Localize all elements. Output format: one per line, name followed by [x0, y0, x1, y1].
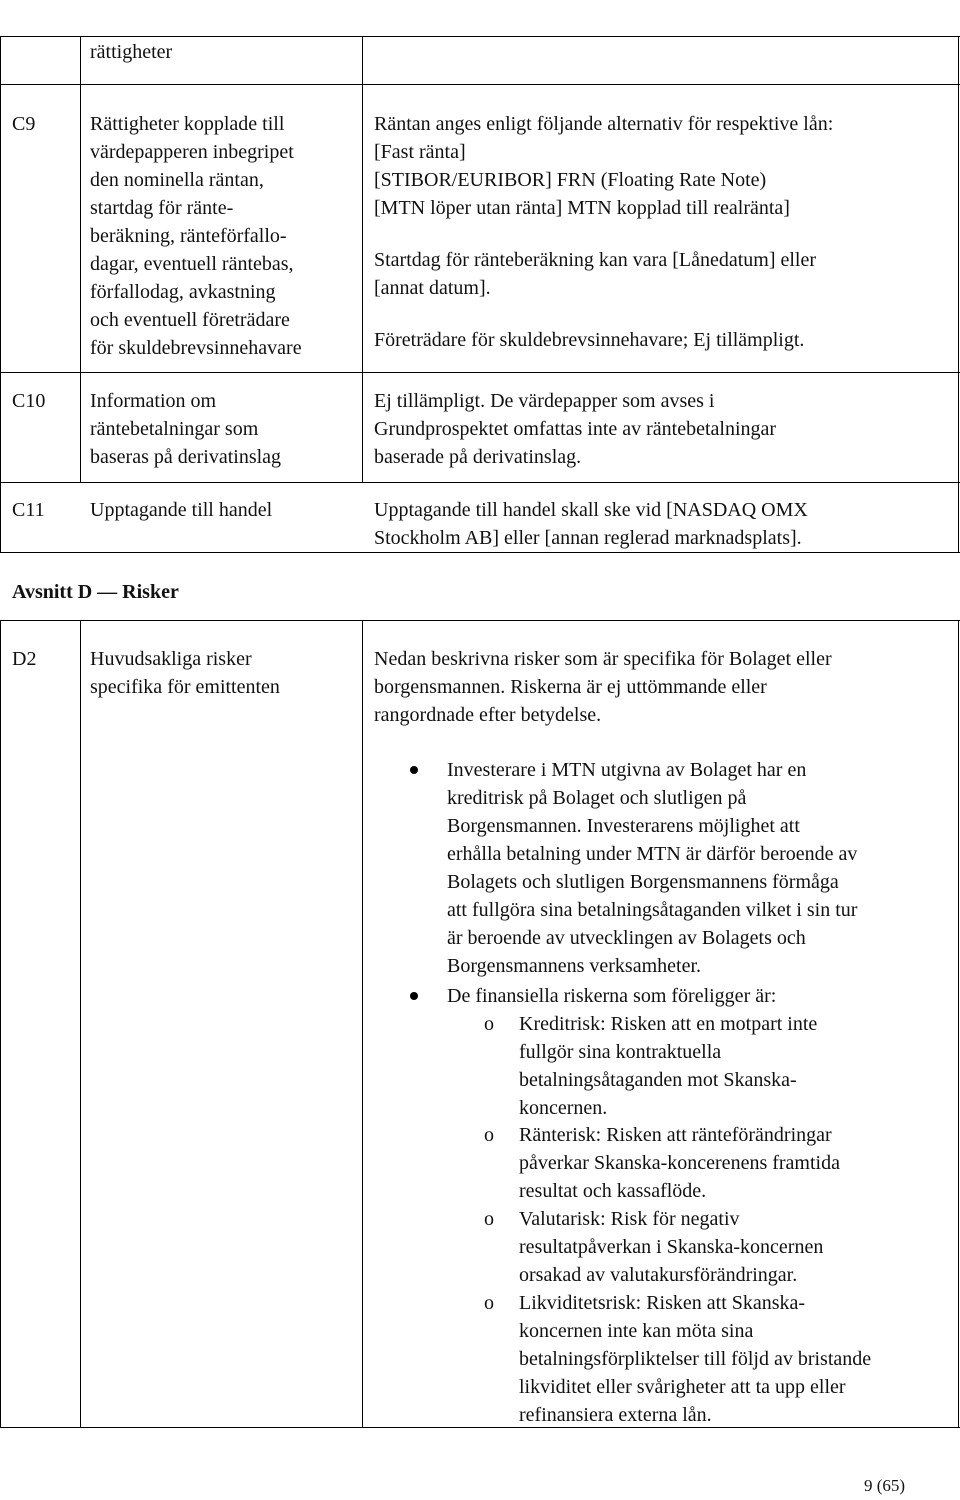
label-line: räntebetalningar som	[90, 418, 259, 440]
row-id-c11: C11	[12, 499, 45, 521]
sub-bullet-icon: o	[484, 1292, 494, 1314]
sub-line: resultat och kassaflöde.	[519, 1180, 707, 1202]
row-id-c10: C10	[12, 390, 46, 412]
table-right-border	[958, 36, 959, 553]
row-id-d2: D2	[12, 648, 37, 670]
content-line: baserade på derivatinslag.	[374, 446, 582, 468]
bullet-icon	[410, 766, 418, 774]
content-line: [Fast ränta]	[374, 141, 466, 163]
bullet-line: De finansiella riskerna som föreligger är:	[447, 985, 777, 1007]
label-line: Huvudsakliga risker	[90, 648, 252, 670]
sub-line: koncernen inte kan möta sina	[519, 1320, 754, 1342]
sub-line: Likviditetsrisk: Risken att Skanska-	[519, 1292, 806, 1314]
row-divider	[0, 84, 960, 85]
content-line: Upptagande till handel skall ske vid [NASDAQ OMX	[374, 499, 808, 521]
sub-line: resultatpåverkan i Skanska-koncernen	[519, 1236, 824, 1258]
sub-bullet-icon: o	[484, 1208, 494, 1230]
table-left-border	[0, 36, 1, 553]
bullet-line: kreditrisk på Bolaget och slutligen på	[447, 787, 747, 809]
content-line: Ej tillämpligt. De värdepapper som avses i	[374, 390, 715, 412]
table-top-border	[0, 36, 960, 37]
content-line: rangordnade efter betydelse.	[374, 704, 602, 726]
content-line: [annat datum].	[374, 277, 491, 299]
bullet-icon	[410, 992, 418, 1000]
label-line: dagar, eventuell räntebas,	[90, 253, 294, 275]
label-line: beräkning, ränteförfallo-	[90, 225, 287, 247]
table-right-border	[958, 620, 959, 1428]
content-line: Företrädare för skuldebrevsinnehavare; Ej tillämpligt.	[374, 329, 805, 351]
bullet-line: Borgensmannens verksamheter.	[447, 955, 702, 977]
sub-bullet-icon: o	[484, 1124, 494, 1146]
bullet-line: Borgensmannen. Investerarens möjlighet att	[447, 815, 800, 837]
label-line: specifika för emittenten	[90, 676, 280, 698]
table-bottom-border	[0, 1427, 960, 1428]
label-line: och eventuell företrädare	[90, 309, 290, 331]
sub-line: Valutarisk: Risk för negativ	[519, 1208, 740, 1230]
bullet-line: erhålla betalning under MTN är därför beroende av	[447, 843, 858, 865]
sub-line: koncernen.	[519, 1097, 608, 1119]
column-divider	[80, 36, 81, 482]
row-divider	[0, 482, 960, 483]
table-left-border	[0, 620, 1, 1428]
row-divider	[0, 372, 960, 373]
sub-bullet-icon: o	[484, 1013, 494, 1035]
sub-line: påverkar Skanska-koncerenens framtida	[519, 1152, 840, 1174]
label-line: Information om	[90, 390, 217, 412]
content-line: Räntan anges enligt följande alternativ för respektive lån:	[374, 113, 834, 135]
label-line: förfallodag, avkastning	[90, 281, 276, 303]
label-line: Rättigheter kopplade till	[90, 113, 285, 135]
label-line: startdag för ränte-	[90, 197, 234, 219]
table-top-border	[0, 620, 960, 621]
label-line: den nominella räntan,	[90, 169, 264, 191]
c11-label: Upptagande till handel	[90, 499, 273, 521]
sub-line: betalningsåtaganden mot Skanska-	[519, 1069, 797, 1091]
row-id-c9: C9	[12, 113, 36, 135]
sub-line: refinansiera externa lån.	[519, 1404, 712, 1426]
row-divider	[0, 552, 960, 553]
bullet-line: är beroende av utvecklingen av Bolagets och	[447, 927, 806, 949]
content-line: [MTN löper utan ränta] MTN kopplad till realränta]	[374, 197, 790, 219]
page-number: 9 (65)	[864, 1476, 906, 1495]
section-heading: Avsnitt D — Risker	[12, 581, 179, 603]
content-line: Nedan beskrivna risker som är specifika för Bolaget eller	[374, 648, 832, 670]
content-line: borgensmannen. Riskerna är ej uttömmande eller	[374, 676, 767, 698]
label-line: för skuldebrevsinnehavare	[90, 337, 302, 359]
content-line: [STIBOR/EURIBOR] FRN (Floating Rate Note)	[374, 169, 767, 191]
content-line: Stockholm AB] eller [annan reglerad marknadsplats].	[374, 527, 802, 549]
column-divider	[362, 620, 363, 1428]
column-divider	[80, 620, 81, 1428]
label-line: värdepapperen inbegripet	[90, 141, 294, 163]
bullet-line: Bolagets och slutligen Borgensmannens förmåga	[447, 871, 839, 893]
sub-line: fullgör sina kontraktuella	[519, 1041, 722, 1063]
row-label-continued: rättigheter	[90, 41, 173, 63]
sub-line: betalningsförpliktelser till följd av bristande	[519, 1348, 872, 1370]
sub-line: Ränterisk: Risken att ränteförändringar	[519, 1124, 832, 1146]
sub-line: orsakad av valutakursförändringar.	[519, 1264, 798, 1286]
sub-line: Kreditrisk: Risken att en motpart inte	[519, 1013, 818, 1035]
bullet-line: att fullgöra sina betalningsåtaganden vilket i sin tur	[447, 899, 858, 921]
column-divider	[362, 36, 363, 482]
bullet-line: Investerare i MTN utgivna av Bolaget har en	[447, 759, 807, 781]
content-line: Grundprospektet omfattas inte av räntebetalningar	[374, 418, 777, 440]
sub-line: likviditet eller svårigheter att ta upp eller	[519, 1376, 846, 1398]
label-line: baseras på derivatinslag	[90, 446, 282, 468]
content-line: Startdag för ränteberäkning kan vara [Lånedatum] eller	[374, 249, 817, 271]
